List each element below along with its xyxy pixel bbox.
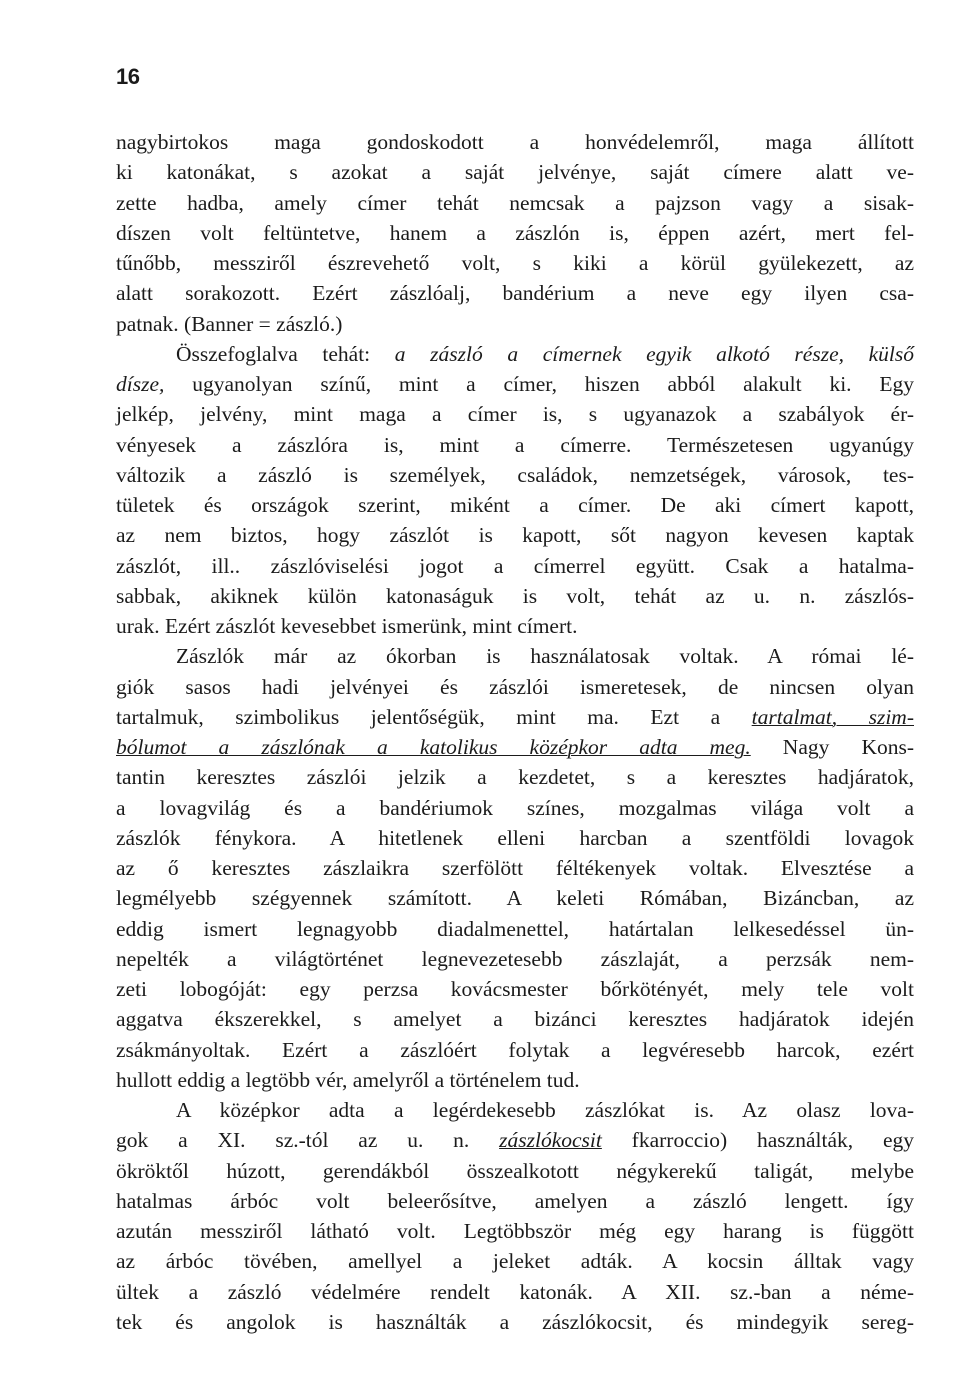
- text-line: vényesek a zászlóra is, mint a címerre. Természetesen ugyanúgy: [116, 432, 914, 457]
- text-segment: fkarroccio) használták, egy: [601, 1128, 914, 1153]
- text-line: hatalmas árbóc volt beleerősítve, amelyen a zászló lengett. így: [116, 1188, 914, 1213]
- text-line: ki katonákat, s azokat a saját jelvénye, saját címere alatt ve-: [116, 160, 914, 185]
- text-segment: Összefoglalva tehát:: [176, 341, 395, 366]
- italic-text: a zászló a címernek egyik alkotó része, külső: [394, 341, 914, 366]
- text-line: nagybirtokos maga gondoskodott a honvédelemről, maga állított: [116, 130, 914, 154]
- text-line: urak. Ezért zászlót kevesebbet ismerünk, mint címert.: [116, 614, 578, 638]
- text-line: azután messziről látható volt. Legtöbbször még egy harang is függött: [116, 1219, 914, 1243]
- text-line: sabbak, akiknek külön katonaságuk is volt, tehát az u. n. zászlós-: [116, 583, 914, 608]
- body-text: [116, 127, 914, 1337]
- text-line: tantin keresztes zászlói jelzik a kezdetet, s a keresztes hadjáratok,: [116, 765, 914, 790]
- text-line: jelkép, jelvény, mint maga a címer is, s ugyanazok a szabályok ér-: [116, 402, 914, 427]
- text-segment: gok a XI. sz.-tól az u. n.: [116, 1128, 500, 1153]
- text-line: zeti lobogóját: egy perzsa kovácsmester bőrkötényét, mely tele volt: [116, 977, 914, 1001]
- text-line: patnak. (Banner = zászló.): [116, 311, 343, 336]
- text-line: [116, 732, 914, 762]
- text-line: változik a zászló is személyek, családok, nemzetségek, városok, tes-: [116, 462, 914, 487]
- text-line: tek és angolok is használták a zászlókocsit, és mindegyik sereg-: [116, 1309, 914, 1334]
- text-line: hullott eddig a legtöbb vér, amelyről a történelem tud.: [116, 1067, 580, 1092]
- text-line: [116, 1125, 914, 1155]
- text-line: az árbóc tövében, amellyel a jeleket adták. A kocsin álltak vagy: [116, 1249, 914, 1274]
- text-line: [116, 702, 914, 732]
- underlined-italic-text: bólumot a zászlónak a katolikus középkor adta meg.: [116, 735, 751, 759]
- page-number: 16: [116, 64, 140, 89]
- text-segment: tartalmuk, szimbolikus jelentőségük, mint ma. Ezt a: [116, 704, 752, 729]
- text-line: tületek és országok szerint, miként a címer. De aki címert kapott,: [116, 493, 914, 517]
- text-line: zászlók fénykora. A hitetlenek elleni harcban a szentföldi lovagok: [116, 825, 914, 850]
- text-line: zászlót, ill.. zászlóviselési jogot a címerrel együtt. Csak a hatalma-: [116, 553, 914, 578]
- text-line: Zászlók már az ókorban is használatosak voltak. A római lé-: [176, 644, 914, 669]
- text-segment: ugyanolyan színű, mint a címer, hiszen abból alakult ki. Egy: [164, 372, 914, 396]
- text-line: tűnőbb, messziről észrevehető volt, s kiki a körül gyülekezett, az: [116, 251, 914, 275]
- text-line: A középkor adta a legérdekesebb zászlókat is. Az olasz lova-: [176, 1098, 914, 1122]
- underlined-italic-text: tartalmat, szim-: [751, 704, 914, 729]
- text-line: eddig ismert legnagyobb diadalmenettel, határtalan lelkesedéssel ün-: [116, 916, 914, 941]
- text-line: díszen volt feltüntetve, hanem a zászlón is, éppen azért, mert fel-: [116, 220, 914, 245]
- text-line: a lovagvilág és a bandériumok színes, mozgalmas világa volt a: [116, 795, 914, 820]
- text-segment: Nagy Kons-: [750, 735, 914, 759]
- italic-text: dísze,: [116, 372, 165, 396]
- text-line: giók sasos hadi jelvényei és zászlói ismeretesek, de nincsen olyan: [116, 674, 914, 699]
- underlined-italic-text: zászlókocsit: [499, 1128, 602, 1153]
- text-line: zsákmányoltak. Ezért a zászlóért folytak a legvéresebb harcok, ezért: [116, 1037, 914, 1062]
- text-line: nepelték a világtörténet legnevezetesebb zászlaját, a perzsák nem-: [116, 946, 914, 971]
- text-line: alatt sorakozott. Ezért zászlóalj, bandérium a neve egy ilyen csa-: [116, 281, 914, 306]
- text-line: az nem biztos, hogy zászlót is kapott, sőt nagyon kevesen kaptak: [116, 523, 914, 548]
- text-line: ökröktől húzott, gerendákból összealkotott négykerekű taligát, melybe: [116, 1158, 914, 1183]
- text-line: [116, 339, 914, 369]
- text-line: legmélyebb szégyennek számított. A keleti Rómában, Bizáncban, az: [116, 886, 914, 911]
- text-line: ültek a zászló védelmére rendelt katonák. A XII. sz.-ban a néme-: [116, 1279, 914, 1304]
- text-line: aggatva ékszerekkel, s amelyet a bizánci keresztes hadjáratok idején: [116, 1007, 914, 1032]
- text-line: az ő keresztes zászlaikra szerfölött féltékenyek voltak. Elvesztése a: [116, 856, 914, 880]
- text-line: zette hadba, amely címer tehát nemcsak a pajzson vagy a sisak-: [116, 190, 914, 215]
- text-line: [116, 369, 914, 399]
